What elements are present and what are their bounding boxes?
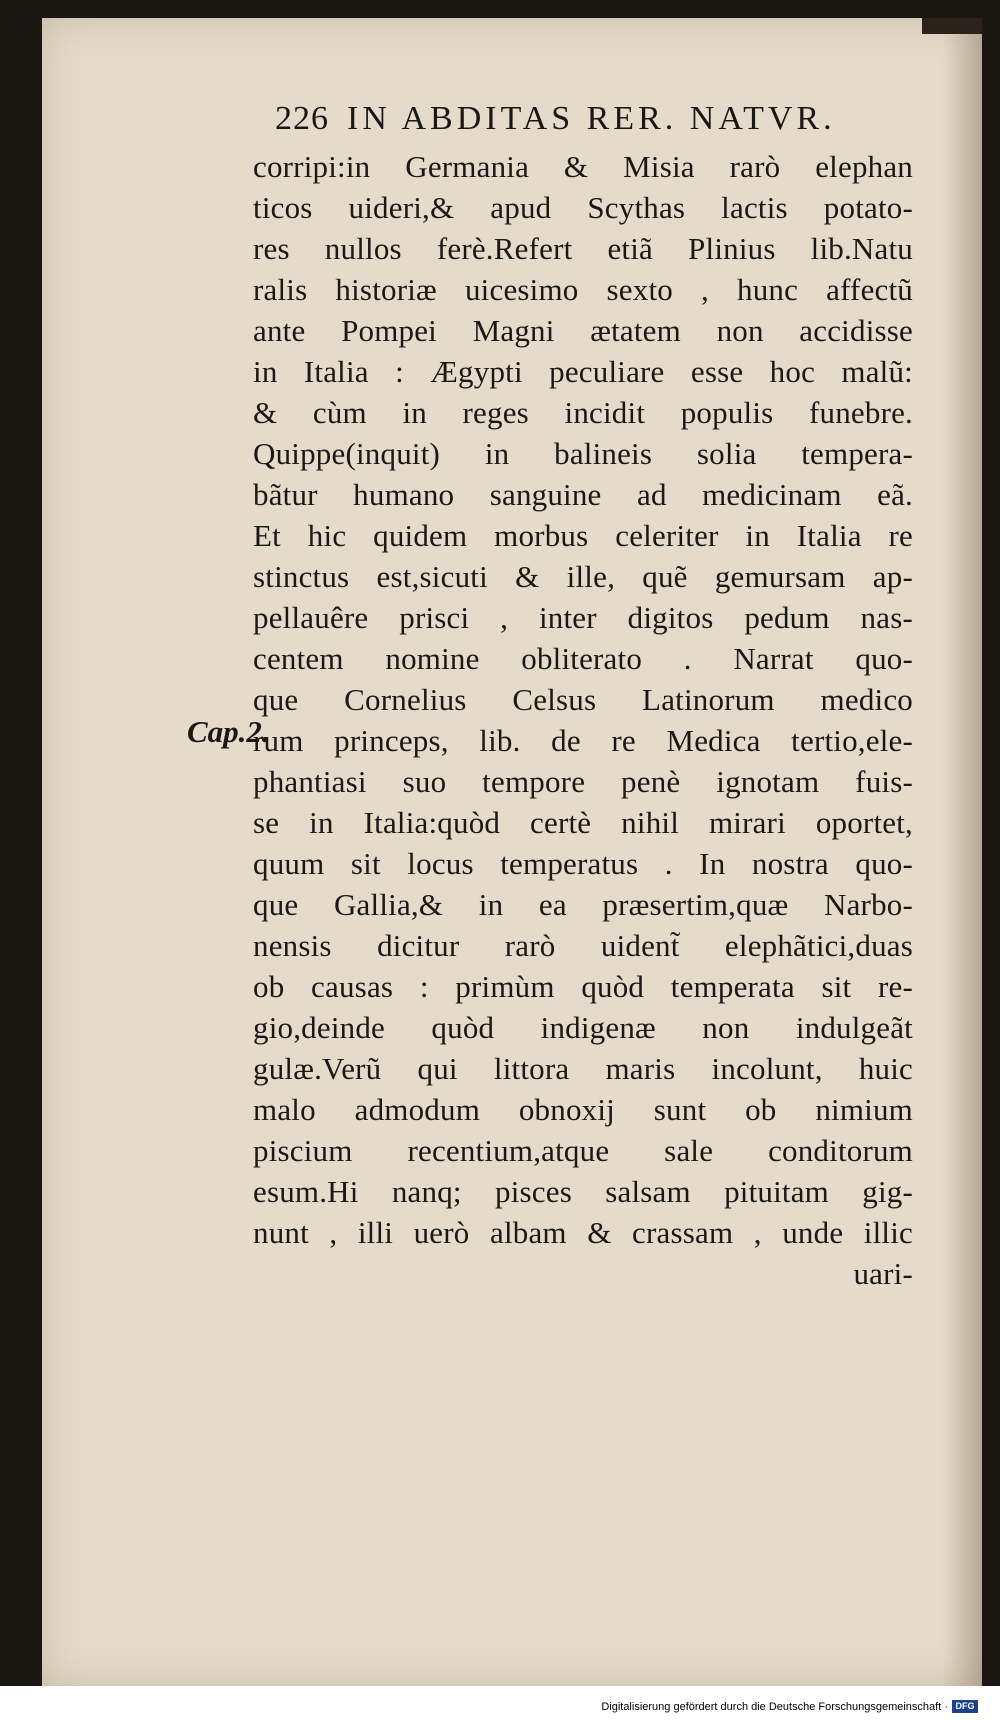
catchword: uari- [853, 1256, 913, 1291]
text-line: stinctus est,sicuti & ille, quẽ gemursam ap- [253, 559, 913, 594]
text-line: rum princeps, lib. de re Medica tertio,ele- [253, 723, 913, 758]
text-line: corripi:in Germania & Misia rarò elephan [253, 149, 913, 184]
text-line: se in Italia:quòd certè nihil mirari oportet, [253, 805, 913, 840]
text-line: nensis dicitur rarò uident̃ elephãtici,duas [253, 928, 913, 963]
text-line: ante Pompei Magni ætatem non accidisse [253, 313, 913, 348]
text-line: gio,deinde quòd indigenæ non indulgeãt [253, 1010, 913, 1045]
text-line: que Cornelius Celsus Latinorum medico [253, 682, 913, 717]
text-line: Et hic quidem morbus celeriter in Italia re [253, 518, 913, 553]
text-line: ticos uideri,& apud Scythas lactis potato- [253, 190, 913, 225]
text-line: malo admodum obnoxij sunt ob nimium [253, 1092, 913, 1127]
page-corner-mark [922, 18, 982, 34]
text-line: & cùm in reges incidit populis funebre. [253, 395, 913, 430]
text-line: quum sit locus temperatus . In nostra quo- [253, 846, 913, 881]
margin-note: Cap.2. [187, 714, 270, 749]
text-line: gulæ.Verũ qui littora maris incolunt, huic [253, 1051, 913, 1086]
text-line: piscium recentium,atque sale conditorum [253, 1133, 913, 1168]
text-line: phantiasi suo tempore penè ignotam fuis- [253, 764, 913, 799]
digitization-credit: Digitalisierung gefördert durch die Deutsche Forschungsgemeinschaft · [601, 1701, 948, 1713]
dfg-logo: DFG [952, 1700, 978, 1713]
text-line: centem nomine obliterato . Narrat quo- [253, 641, 913, 676]
text-line: bãtur humano sanguine ad medicinam eã. [253, 477, 913, 512]
text-line: esum.Hi nanq; pisces salsam pituitam gig- [253, 1174, 913, 1209]
text-line: Quippe(inquit) in balineis solia tempera- [253, 436, 913, 471]
text-line: ob causas : primùm quòd temperata sit re- [253, 969, 913, 1004]
text-line: res nullos ferè.Refert etiã Plinius lib.Natu [253, 231, 913, 266]
text-line: ralis historiæ uicesimo sexto , hunc affectũ [253, 272, 913, 307]
running-title: IN ABDITAS RER. NATVR. [347, 100, 836, 137]
page-number: 226 [275, 100, 329, 137]
body-text [253, 146, 913, 1294]
page-header [275, 100, 836, 138]
text-line: nunt , illi uerò albam & crassam , unde illic [253, 1215, 913, 1250]
text-line: pellauêre prisci , inter digitos pedum nas- [253, 600, 913, 635]
text-line: que Gallia,& in ea præsertim,quæ Narbo- [253, 887, 913, 922]
text-line: in Italia : Ægypti peculiare esse hoc malũ: [253, 354, 913, 389]
